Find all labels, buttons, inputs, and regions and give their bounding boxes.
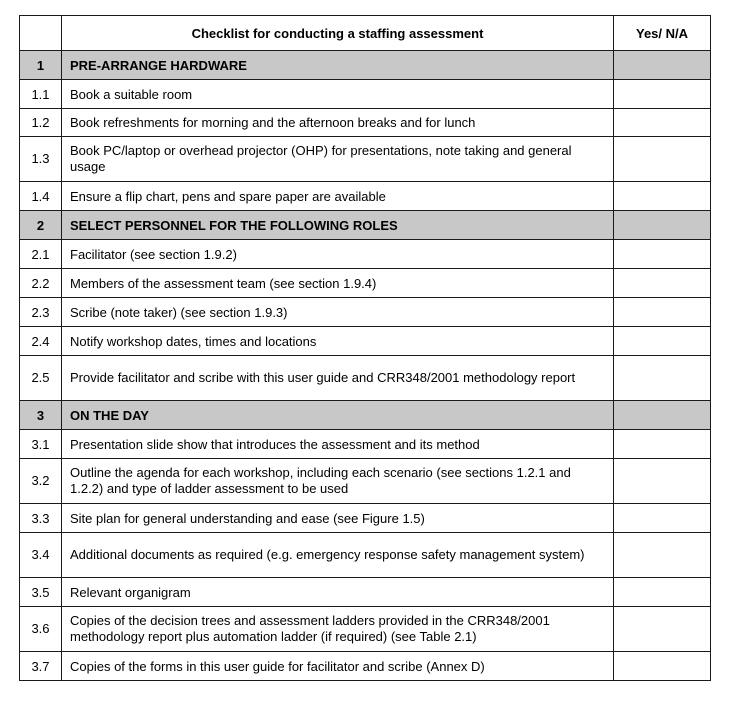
checklist-row: [20, 356, 711, 401]
header-title: Checklist for conducting a staffing assessment: [62, 16, 614, 51]
answer-cell[interactable]: [614, 298, 711, 327]
header-number-cell: [20, 16, 62, 51]
checklist-row: [20, 607, 711, 652]
answer-cell[interactable]: [614, 356, 711, 401]
row-number: 2.2: [20, 269, 62, 298]
row-number: 2: [20, 211, 62, 240]
checklist-row: [20, 182, 711, 211]
table-header-row: [20, 16, 711, 51]
checklist-row: [20, 533, 711, 578]
answer-cell[interactable]: [614, 109, 711, 137]
task-text: Copies of the decision trees and assessment ladders provided in the CRR348/2001 methodology report plus automation ladder (if required) (see Table 2.1): [62, 607, 614, 652]
row-number: 3.1: [20, 430, 62, 459]
checklist-row: [20, 504, 711, 533]
checklist-row: [20, 269, 711, 298]
row-number: 1.4: [20, 182, 62, 211]
task-text: Book refreshments for morning and the afternoon breaks and for lunch: [62, 109, 614, 137]
checklist-row: [20, 652, 711, 681]
task-text: Presentation slide show that introduces the assessment and its method: [62, 430, 614, 459]
checklist-row: [20, 430, 711, 459]
task-text: Book PC/laptop or overhead projector (OHP) for presentations, note taking and general usage: [62, 137, 614, 182]
row-number: 1: [20, 51, 62, 80]
checklist-row: [20, 327, 711, 356]
answer-cell: [614, 211, 711, 240]
answer-cell[interactable]: [614, 459, 711, 504]
task-text: Book a suitable room: [62, 80, 614, 109]
answer-cell[interactable]: [614, 269, 711, 298]
answer-cell[interactable]: [614, 240, 711, 269]
task-text: Outline the agenda for each workshop, including each scenario (see sections 1.2.1 and 1.2.2) and type of ladder assessment to be used: [62, 459, 614, 504]
row-number: 1.3: [20, 137, 62, 182]
answer-cell[interactable]: [614, 327, 711, 356]
answer-cell[interactable]: [614, 652, 711, 681]
checklist-row: [20, 80, 711, 109]
answer-cell[interactable]: [614, 80, 711, 109]
task-text: Provide facilitator and scribe with this user guide and CRR348/2001 methodology report: [62, 356, 614, 401]
row-number: 3.3: [20, 504, 62, 533]
answer-cell: [614, 401, 711, 430]
row-number: 3.5: [20, 578, 62, 607]
row-number: 1.2: [20, 109, 62, 137]
row-number: 2.5: [20, 356, 62, 401]
checklist-row: [20, 137, 711, 182]
task-text: Relevant organigram: [62, 578, 614, 607]
answer-cell[interactable]: [614, 430, 711, 459]
row-number: 3.2: [20, 459, 62, 504]
checklist-row: [20, 109, 711, 137]
task-text: Copies of the forms in this user guide for facilitator and scribe (Annex D): [62, 652, 614, 681]
answer-cell[interactable]: [614, 578, 711, 607]
row-number: 3: [20, 401, 62, 430]
row-number: 3.7: [20, 652, 62, 681]
answer-cell: [614, 51, 711, 80]
task-text: Scribe (note taker) (see section 1.9.3): [62, 298, 614, 327]
task-text: Members of the assessment team (see section 1.9.4): [62, 269, 614, 298]
answer-cell[interactable]: [614, 504, 711, 533]
checklist-row: [20, 578, 711, 607]
row-number: 3.6: [20, 607, 62, 652]
task-text: Additional documents as required (e.g. emergency response safety management system): [62, 533, 614, 578]
section-row: [20, 51, 711, 80]
answer-cell[interactable]: [614, 607, 711, 652]
section-title: ON THE DAY: [62, 401, 614, 430]
section-title: SELECT PERSONNEL FOR THE FOLLOWING ROLES: [62, 211, 614, 240]
task-text: Facilitator (see section 1.9.2): [62, 240, 614, 269]
section-row: [20, 401, 711, 430]
row-number: 1.1: [20, 80, 62, 109]
answer-cell[interactable]: [614, 533, 711, 578]
checklist-row: [20, 240, 711, 269]
checklist-row: [20, 459, 711, 504]
task-text: Site plan for general understanding and ease (see Figure 1.5): [62, 504, 614, 533]
answer-cell[interactable]: [614, 182, 711, 211]
row-number: 3.4: [20, 533, 62, 578]
answer-cell[interactable]: [614, 137, 711, 182]
row-number: 2.3: [20, 298, 62, 327]
row-number: 2.1: [20, 240, 62, 269]
task-text: Ensure a flip chart, pens and spare paper are available: [62, 182, 614, 211]
header-answer: Yes/ N/A: [614, 16, 711, 51]
section-title: PRE-ARRANGE HARDWARE: [62, 51, 614, 80]
staffing-assessment-checklist: [19, 15, 711, 681]
section-row: [20, 211, 711, 240]
row-number: 2.4: [20, 327, 62, 356]
task-text: Notify workshop dates, times and locations: [62, 327, 614, 356]
checklist-row: [20, 298, 711, 327]
